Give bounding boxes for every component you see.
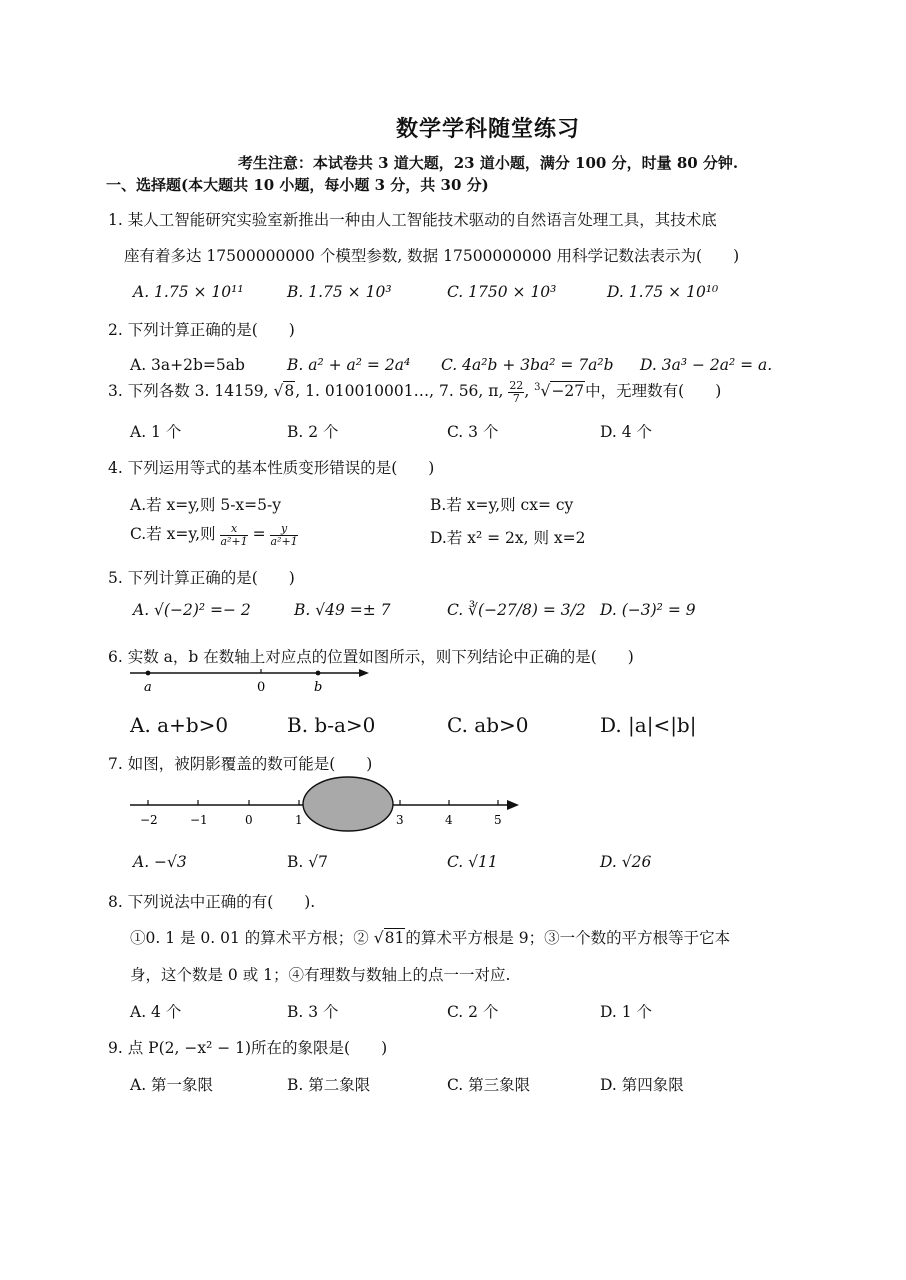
q2-option-d[interactable]: D. 3a³ − 2a² = a. (640, 356, 773, 374)
q8-stem: 8. 下列说法中正确的有( ). (108, 893, 316, 911)
q8-option-a[interactable]: A. 4 个 (130, 1003, 182, 1021)
q6-number-line (125, 664, 375, 696)
q8-option-c[interactable]: C. 2 个 (447, 1003, 499, 1021)
q7-tick-label: 5 (494, 813, 502, 827)
q4-c-den2: a²+1 (270, 534, 298, 548)
q8-option-d[interactable]: D. 1 个 (600, 1003, 653, 1021)
q3-frac-num: 22 (509, 378, 524, 392)
q6-point-b (316, 671, 321, 676)
q2-option-c[interactable]: C. 4a²b + 3ba² = 7a²b (441, 356, 614, 374)
sqrt-symbol: √ (273, 382, 284, 400)
q3-fraction (508, 380, 524, 405)
q6-label-a: a (144, 680, 152, 695)
q7-stem: 7. 如图，被阴影覆盖的数可能是( ) (108, 755, 373, 773)
q3-option-a[interactable]: A. 1 个 (130, 423, 182, 441)
sqrt-symbol: √ (540, 382, 551, 400)
page-title: 数学学科随堂练习 (395, 116, 580, 142)
q5-stem: 5. 下列计算正确的是( ) (108, 569, 295, 587)
q4-c-num2: y (270, 523, 297, 536)
arrow-right-icon (507, 800, 519, 810)
q4-c-frac2 (270, 523, 297, 548)
q8-line2: 身，这个数是 0 或 1；④有理数与数轴上的点一一对应. (130, 966, 511, 984)
q7-shaded-region (303, 777, 393, 831)
q5-option-d[interactable]: D. (−3)² = 9 (600, 601, 696, 619)
arrow-right-icon (359, 669, 369, 677)
q2-stem: 2. 下列计算正确的是( ) (108, 321, 295, 339)
q1-option-a[interactable]: A. 1.75 × 10¹¹ (133, 283, 244, 301)
q7-option-d[interactable]: D. √26 (600, 853, 652, 871)
q7-tick-label: 1 (295, 813, 303, 827)
q1-stem-line1: 1. 某人工智能研究实验室新推出一种由人工智能技术驱动的自然语言处理工具，其技术底 (108, 211, 717, 229)
q6-point-a (146, 671, 151, 676)
q3-sqrt8: 8 (284, 382, 295, 400)
q9-stem: 9. 点 P(2, −x² − 1)所在的象限是( ) (108, 1039, 388, 1057)
q7-option-b[interactable]: B. √7 (287, 853, 328, 871)
q3-stem-pre: 3. 下列各数 3. 14159, (108, 382, 274, 400)
q2-option-a[interactable]: A. 3a+2b=5ab (130, 356, 245, 374)
q6-option-b[interactable]: B. b-a>0 (287, 713, 376, 737)
q5-option-a[interactable]: A. √(−2)² =− 2 (133, 601, 251, 619)
q8-sqrt81: 81 (384, 929, 405, 947)
q1-option-c[interactable]: C. 1750 × 10³ (447, 283, 557, 301)
q8-option-b[interactable]: B. 3 个 (287, 1003, 339, 1021)
q7-tick-label: −1 (190, 813, 208, 827)
q7-number-line (125, 774, 525, 834)
q4-c-pre: C.若 x=y,则 (130, 525, 216, 543)
q8-line1 (130, 926, 730, 948)
q7-tick-label: −2 (140, 813, 158, 827)
q4-c-num1: x (220, 523, 247, 536)
q2-option-b[interactable]: B. a² + a² = 2a⁴ (287, 356, 411, 374)
q4-option-a[interactable]: A.若 x=y,则 5-x=5-y (130, 496, 282, 514)
q4-c-den1: a²+1 (220, 534, 248, 548)
q3-frac-den: 7 (512, 391, 520, 405)
q4-option-c[interactable]: C.若 x=y,则 $\frac{x}{\text{a²+1}}$ = $\frac{y}{\text{a²+1}}$ (130, 521, 298, 548)
q6-label-b: b (314, 680, 323, 695)
q3-option-b[interactable]: B. 2 个 (287, 423, 339, 441)
q3-stem: 3. 下列各数 3. 14159, √8, 1. 010010001…, 7. 56, π, $\frac{22}{7}$ , $^3$√−27中，无理数有( ) (108, 378, 722, 405)
q1-option-d[interactable]: D. 1.75 × 10¹⁰ (607, 283, 719, 301)
q5-option-c[interactable]: C. ∛(−27/8) = 3/2 (447, 601, 586, 619)
q7-tick-label: 4 (445, 813, 453, 827)
q3-cbrt: −27 (551, 382, 585, 400)
q3-option-d[interactable]: D. 4 个 (600, 423, 653, 441)
q7-tick-label: 0 (245, 813, 253, 827)
q6-option-a[interactable]: A. a+b>0 (130, 713, 229, 737)
q5-option-b[interactable]: B. √49 =± 7 (294, 601, 391, 619)
q1-stem-line2: 座有着多达 17500000000 个模型参数, 数据 17500000000 用科学记数法表示为( ) (124, 247, 740, 265)
q7-tick-label: 3 (396, 813, 404, 827)
q3-stem-post: 中，无理数有( ) (585, 382, 722, 400)
q7-option-a[interactable]: A. −√3 (133, 853, 187, 871)
q9-option-c[interactable]: C. 第三象限 (447, 1076, 531, 1094)
q8-line1-post: 的算术平方根是 9；③一个数的平方根等于它本 (405, 929, 731, 947)
q6-stem: 6. 实数 a，b 在数轴上对应点的位置如图所示，则下列结论中正确的是( ) (108, 648, 634, 666)
q6-option-d[interactable]: D. |a|<|b| (600, 713, 697, 737)
q4-stem: 4. 下列运用等式的基本性质变形错误的是( ) (108, 459, 435, 477)
q6-label-0: 0 (257, 680, 266, 695)
q3-stem-mid: , 1. 010010001…, 7. 56, π, (295, 382, 509, 400)
q1-option-b[interactable]: B. 1.75 × 10³ (287, 283, 392, 301)
q9-option-d[interactable]: D. 第四象限 (600, 1076, 684, 1094)
q4-option-d[interactable]: D.若 x² = 2x, 则 x=2 (430, 529, 586, 547)
exam-notice: 考生注意：本试卷共 3 道大题，23 道小题，满分 100 分，时量 80 分钟. (237, 154, 739, 172)
q3-option-c[interactable]: C. 3 个 (447, 423, 499, 441)
section-heading: 一、选择题(本大题共 10 小题，每小题 3 分，共 30 分) (106, 176, 489, 194)
q6-option-c[interactable]: C. ab>0 (447, 713, 529, 737)
q9-option-b[interactable]: B. 第二象限 (287, 1076, 371, 1094)
q7-option-c[interactable]: C. √11 (447, 853, 498, 871)
q9-option-a[interactable]: A. 第一象限 (130, 1076, 214, 1094)
q8-line1-pre: ①0. 1 是 0. 01 的算术平方根；② (130, 929, 374, 947)
q4-option-b[interactable]: B.若 x=y,则 cx= cy (430, 496, 574, 514)
q4-c-frac1 (220, 523, 247, 548)
sqrt-symbol: √ (373, 929, 384, 947)
